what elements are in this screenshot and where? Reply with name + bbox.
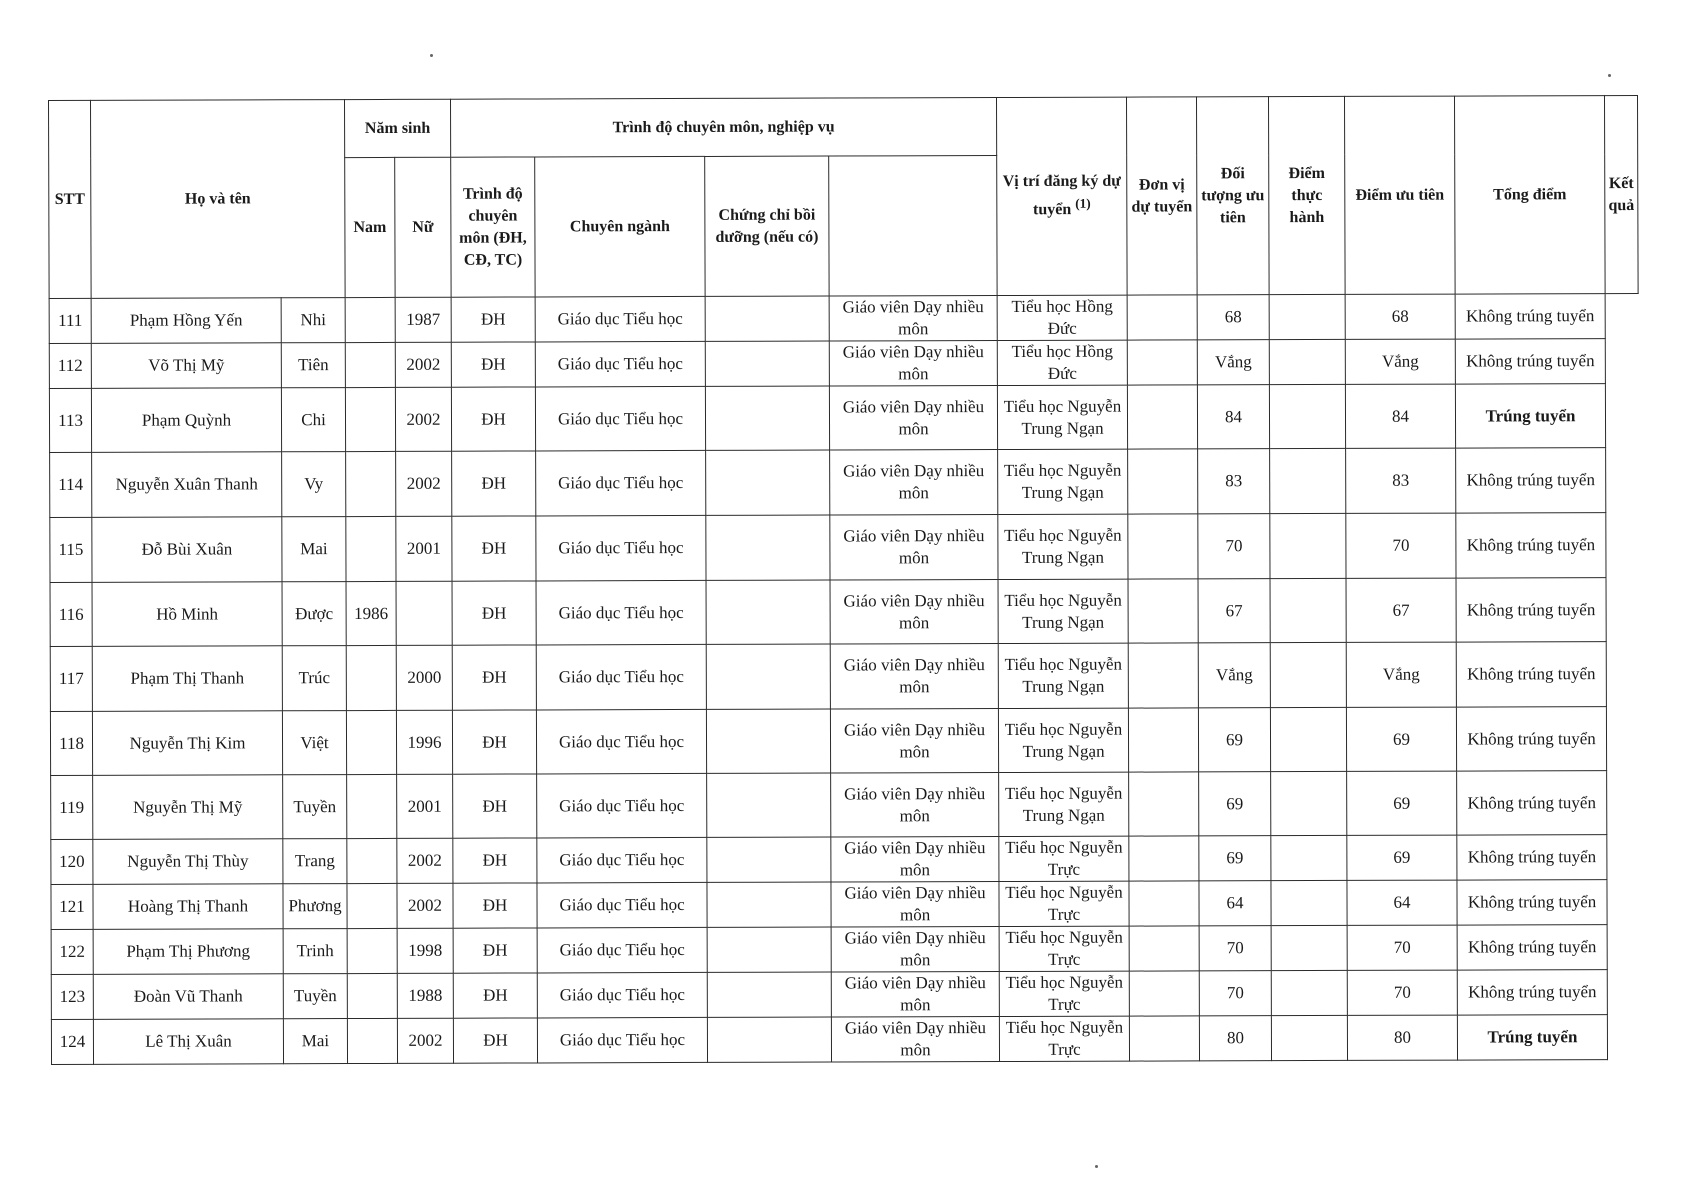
cell-result: Không trúng tuyển [1457, 970, 1607, 1015]
cell-birth-male: 1986 [346, 581, 396, 645]
header-major: Chuyên ngành [535, 156, 705, 297]
cell-first-name: Mai [282, 517, 346, 582]
cell-major: Giáo dục Tiểu học [536, 450, 706, 516]
cell-practice-score: 67 [1198, 579, 1270, 643]
cell-stt: 121 [51, 884, 93, 929]
cell-priority-score [1269, 294, 1345, 339]
header-total-score: Tổng điểm [1455, 96, 1606, 294]
cell-level: ĐH [452, 516, 536, 581]
header-priority-group: Đối tượng ưu tiên [1197, 97, 1270, 295]
cell-position: Giáo viên Dạy nhiều môn [829, 386, 997, 451]
cell-total-score: 67 [1346, 578, 1456, 642]
cell-birth-female: 2002 [397, 883, 453, 928]
cell-priority-group [1128, 643, 1198, 708]
header-unit: Đơn vị dự tuyển [1127, 97, 1198, 295]
cell-major: Giáo dục Tiểu học [535, 341, 705, 387]
cell-priority-group [1128, 449, 1198, 514]
cell-birth-female: 2000 [396, 645, 452, 710]
cell-major: Giáo dục Tiểu học [537, 773, 707, 838]
cell-birth-female: 1998 [397, 928, 453, 973]
cell-priority-score [1271, 880, 1347, 925]
cell-unit: Tiểu học Nguyễn Trực [999, 836, 1129, 881]
table-row [51, 970, 1640, 1020]
cell-birth-female: 2002 [395, 342, 451, 387]
cell-priority-score [1271, 1015, 1347, 1060]
header-position [997, 97, 1128, 295]
cell-unit: Tiểu học Hồng Đức [997, 340, 1127, 385]
cell-major: Giáo dục Tiểu học [537, 882, 707, 928]
cell-practice-score: 70 [1199, 926, 1271, 971]
cell-birth-female: 2001 [397, 774, 453, 838]
header-position-label: Vị trí đăng ký dự tuyển [1002, 172, 1121, 219]
cell-first-name: Việt [282, 711, 346, 775]
table-row [49, 339, 1638, 389]
cell-practice-score: Vắng [1197, 340, 1269, 385]
cell-first-name: Phương [283, 884, 347, 929]
cell-certificate [707, 773, 831, 837]
cell-result: Không trúng tuyển [1455, 294, 1605, 339]
cell-priority-score [1271, 771, 1347, 835]
cell-certificate [706, 580, 830, 644]
scan-speck [430, 54, 433, 57]
cell-birth-male [345, 342, 395, 387]
cell-stt: 123 [51, 974, 93, 1019]
cell-priority-group [1127, 340, 1197, 385]
cell-birth-male [347, 1018, 397, 1063]
cell-position: Giáo viên Dạy nhiều môn [830, 515, 998, 581]
table-row [51, 925, 1640, 975]
cell-level: ĐH [452, 451, 536, 516]
cell-last-name: Phạm Thị Phương [93, 929, 283, 975]
cell-last-name: Nguyễn Thị Mỹ [93, 775, 283, 840]
cell-result: Không trúng tuyển [1455, 339, 1605, 384]
cell-stt: 119 [51, 775, 93, 839]
cell-birth-male [346, 451, 396, 516]
table-row [50, 578, 1639, 647]
cell-practice-score: 83 [1198, 449, 1270, 514]
cell-major: Giáo dục Tiểu học [537, 972, 707, 1018]
cell-stt: 114 [50, 452, 92, 517]
cell-total-score: 69 [1347, 771, 1457, 835]
results-table [48, 95, 1641, 1065]
cell-certificate [705, 341, 829, 386]
header-stt: STT [49, 100, 92, 298]
cell-priority-group [1129, 926, 1199, 971]
cell-certificate [705, 296, 829, 341]
cell-position: Giáo viên Dạy nhiều môn [830, 644, 998, 710]
cell-last-name: Phạm Thị Thanh [92, 646, 282, 712]
cell-unit: Tiểu học Nguyễn Trung Ngạn [997, 385, 1127, 449]
cell-priority-group [1128, 708, 1198, 772]
cell-unit: Tiểu học Nguyễn Trung Ngạn [998, 708, 1128, 772]
cell-practice-score: 69 [1199, 836, 1271, 881]
cell-practice-score: 70 [1198, 514, 1270, 579]
cell-certificate [706, 515, 830, 580]
cell-birth-male [346, 516, 396, 581]
cell-first-name: Trúc [282, 646, 346, 711]
cell-priority-group [1129, 772, 1199, 836]
cell-first-name: Vy [282, 452, 346, 517]
cell-result: Không trúng tuyển [1456, 513, 1606, 578]
header-name: Họ và tên [91, 100, 346, 299]
cell-last-name: Đỗ Bùi Xuân [92, 517, 282, 583]
cell-last-name: Đoàn Vũ Thanh [93, 974, 283, 1020]
cell-birth-male [347, 774, 397, 838]
cell-certificate [706, 709, 830, 773]
cell-stt: 111 [49, 298, 91, 343]
cell-total-score: 70 [1346, 513, 1456, 578]
header-level: Trình độ chuyên môn (ĐH, CĐ, TC) [451, 157, 535, 297]
cell-certificate [705, 386, 829, 450]
cell-certificate [707, 927, 831, 972]
cell-first-name: Được [282, 582, 346, 646]
cell-level: ĐH [451, 342, 535, 387]
cell-practice-score: 80 [1199, 1016, 1271, 1061]
cell-last-name: Nguyễn Xuân Thanh [92, 452, 282, 518]
cell-stt: 124 [51, 1019, 93, 1064]
cell-total-score: 69 [1346, 707, 1456, 771]
cell-birth-male [347, 838, 397, 883]
cell-total-score: 84 [1345, 384, 1455, 448]
header-birth-year: Năm sinh [345, 99, 451, 157]
cell-priority-score [1270, 448, 1346, 513]
cell-practice-score: 84 [1197, 385, 1269, 449]
cell-level: ĐH [453, 883, 537, 928]
cell-total-score: 80 [1347, 1015, 1457, 1060]
cell-position: Giáo viên Dạy nhiều môn [829, 296, 997, 342]
cell-unit: Tiểu học Nguyễn Trung Ngạn [999, 772, 1129, 836]
table-row [50, 642, 1639, 712]
cell-level: ĐH [451, 297, 535, 342]
cell-first-name: Mai [283, 1019, 347, 1064]
cell-priority-group [1129, 971, 1199, 1016]
cell-major: Giáo dục Tiểu học [536, 515, 706, 581]
cell-level: ĐH [452, 645, 536, 710]
header-female: Nữ [395, 157, 451, 297]
cell-position: Giáo viên Dạy nhiều môn [831, 927, 999, 973]
cell-birth-female: 2002 [395, 387, 451, 451]
cell-practice-score: 69 [1198, 708, 1270, 772]
cell-last-name: Hoàng Thị Thanh [93, 884, 283, 930]
cell-total-score: 68 [1345, 294, 1455, 339]
cell-level: ĐH [452, 710, 536, 774]
cell-practice-score: Vắng [1198, 643, 1270, 708]
cell-position: Giáo viên Dạy nhiều môn [830, 450, 998, 516]
cell-total-score: 64 [1347, 880, 1457, 925]
scan-speck [1095, 1165, 1098, 1168]
cell-unit: Tiểu học Nguyễn Trực [999, 881, 1129, 926]
header-practice-score: Điểm thực hành [1269, 96, 1346, 294]
cell-priority-score [1270, 707, 1346, 771]
table-row [49, 384, 1638, 453]
cell-result: Không trúng tuyển [1456, 707, 1606, 771]
cell-total-score: 83 [1346, 448, 1456, 513]
cell-last-name: Võ Thị Mỹ [91, 343, 281, 389]
cell-stt: 117 [50, 646, 92, 711]
table-row [51, 835, 1640, 885]
cell-position: Giáo viên Dạy nhiều môn [831, 882, 999, 928]
cell-birth-female: 2002 [397, 1018, 453, 1063]
cell-birth-female [396, 581, 452, 645]
cell-level: ĐH [453, 774, 537, 838]
cell-level: ĐH [453, 1018, 537, 1063]
cell-birth-male [347, 973, 397, 1018]
cell-unit: Tiểu học Nguyễn Trung Ngạn [998, 579, 1128, 643]
cell-first-name: Trang [283, 839, 347, 884]
cell-major: Giáo dục Tiểu học [535, 296, 705, 342]
cell-priority-score [1271, 925, 1347, 970]
table-row [51, 771, 1640, 840]
cell-first-name: Nhi [281, 298, 345, 343]
cell-certificate [706, 450, 830, 515]
cell-priority-score [1271, 970, 1347, 1015]
table-row [49, 294, 1638, 344]
cell-priority-score [1270, 642, 1346, 707]
cell-position: Giáo viên Dạy nhiều môn [831, 972, 999, 1018]
cell-major: Giáo dục Tiểu học [536, 580, 706, 645]
cell-birth-male [345, 297, 395, 342]
table-row [51, 880, 1640, 930]
cell-result: Trúng tuyển [1457, 1015, 1607, 1060]
cell-first-name: Chi [281, 388, 345, 452]
cell-major: Giáo dục Tiểu học [537, 1017, 707, 1063]
cell-stt: 120 [51, 839, 93, 884]
cell-priority-group [1129, 1016, 1199, 1061]
cell-birth-female: 1988 [397, 973, 453, 1018]
cell-birth-male [346, 710, 396, 774]
table-body [49, 294, 1640, 1065]
cell-practice-score: 70 [1199, 971, 1271, 1016]
cell-birth-male [347, 883, 397, 928]
cell-practice-score: 68 [1197, 295, 1269, 340]
cell-major: Giáo dục Tiểu học [537, 837, 707, 883]
cell-stt: 116 [50, 582, 92, 646]
cell-practice-score: 69 [1199, 772, 1271, 836]
cell-priority-group [1127, 295, 1197, 340]
cell-position: Giáo viên Dạy nhiều môn [831, 1017, 999, 1063]
cell-priority-group [1129, 836, 1199, 881]
cell-position: Giáo viên Dạy nhiều môn [831, 773, 999, 838]
cell-first-name: Tuyền [283, 974, 347, 1019]
cell-unit: Tiểu học Nguyễn Trực [999, 971, 1129, 1016]
cell-unit: Tiểu học Nguyễn Trung Ngạn [998, 643, 1128, 708]
cell-level: ĐH [453, 928, 537, 973]
cell-priority-score [1271, 835, 1347, 880]
cell-level: ĐH [452, 581, 536, 645]
cell-total-score: Vắng [1345, 339, 1455, 384]
cell-unit: Tiểu học Nguyễn Trực [999, 926, 1129, 971]
cell-total-score: 69 [1347, 835, 1457, 880]
scan-speck [1608, 74, 1611, 77]
cell-birth-male [346, 645, 396, 710]
cell-major: Giáo dục Tiểu học [537, 927, 707, 973]
cell-stt: 112 [49, 343, 91, 388]
table-row [50, 448, 1639, 518]
cell-result: Trúng tuyển [1455, 384, 1605, 448]
cell-result: Không trúng tuyển [1456, 642, 1606, 707]
cell-stt: 115 [50, 517, 92, 582]
cell-stt: 118 [50, 711, 92, 775]
cell-first-name: Trinh [283, 929, 347, 974]
cell-unit: Tiểu học Nguyễn Trực [999, 1016, 1129, 1061]
cell-position: Giáo viên Dạy nhiều môn [830, 580, 998, 645]
cell-result: Không trúng tuyển [1457, 771, 1607, 835]
cell-first-name: Tuyền [283, 775, 347, 839]
cell-last-name: Lê Thị Xuân [93, 1019, 283, 1065]
cell-last-name: Hồ Minh [92, 582, 282, 647]
cell-stt: 122 [51, 929, 93, 974]
cell-unit: Tiểu học Hồng Đức [997, 295, 1127, 340]
cell-birth-female: 1996 [396, 710, 452, 774]
cell-major: Giáo dục Tiểu học [536, 709, 706, 774]
cell-practice-score: 64 [1199, 881, 1271, 926]
cell-certificate [707, 882, 831, 927]
cell-last-name: Phạm Hồng Yến [91, 298, 281, 344]
cell-birth-male [345, 387, 395, 451]
cell-result: Không trúng tuyển [1457, 835, 1607, 880]
cell-priority-score [1270, 578, 1346, 642]
cell-major: Giáo dục Tiểu học [535, 386, 705, 451]
cell-first-name: Tiên [281, 343, 345, 388]
cell-result: Không trúng tuyển [1457, 880, 1607, 925]
cell-birth-female: 2001 [396, 516, 452, 581]
cell-last-name: Phạm Quỳnh [91, 388, 281, 453]
header-position-note: (1) [1075, 196, 1091, 212]
cell-certificate [707, 1017, 831, 1062]
cell-result: Không trúng tuyển [1456, 578, 1606, 642]
header-qualification-group: Trình độ chuyên môn, nghiệp vụ [451, 98, 997, 158]
cell-level: ĐH [453, 838, 537, 883]
cell-position: Giáo viên Dạy nhiều môn [830, 709, 998, 774]
cell-level: ĐH [453, 973, 537, 1018]
cell-total-score: Vắng [1346, 642, 1456, 707]
cell-priority-score [1270, 513, 1346, 578]
cell-certificate [707, 837, 831, 882]
cell-priority-group [1128, 514, 1198, 579]
cell-stt: 113 [49, 388, 91, 452]
header-result: Kết quả [1605, 96, 1639, 294]
cell-last-name: Nguyễn Thị Kim [92, 711, 282, 776]
cell-level: ĐH [451, 387, 535, 451]
header-row-1 [49, 96, 1638, 159]
cell-priority-score [1269, 339, 1345, 384]
cell-result: Không trúng tuyển [1457, 925, 1607, 970]
cell-unit: Tiểu học Nguyễn Trung Ngạn [998, 514, 1128, 579]
cell-result: Không trúng tuyển [1456, 448, 1606, 513]
cell-position: Giáo viên Dạy nhiều môn [831, 837, 999, 883]
cell-unit: Tiểu học Nguyễn Trung Ngạn [998, 449, 1128, 514]
cell-priority-group [1128, 579, 1198, 643]
cell-total-score: 70 [1347, 925, 1457, 970]
cell-birth-male [347, 928, 397, 973]
cell-total-score: 70 [1347, 970, 1457, 1015]
table-row [50, 707, 1639, 776]
cell-birth-female: 1987 [395, 297, 451, 342]
header-male: Nam [345, 157, 395, 297]
cell-position: Giáo viên Dạy nhiều môn [829, 341, 997, 387]
table-row [50, 513, 1639, 583]
cell-birth-female: 2002 [397, 838, 453, 883]
header-priority-score: Điểm ưu tiên [1345, 96, 1456, 294]
header-certificate: Chứng chỉ bồi dưỡng (nếu có) [705, 156, 829, 296]
cell-birth-female: 2002 [396, 451, 452, 516]
table-row [51, 1015, 1640, 1065]
cell-priority-score [1269, 384, 1345, 448]
cell-priority-group [1127, 385, 1197, 449]
cell-certificate [706, 644, 830, 709]
cell-last-name: Nguyễn Thị Thùy [93, 839, 283, 885]
cell-priority-group [1129, 881, 1199, 926]
cell-major: Giáo dục Tiểu học [536, 644, 706, 710]
cell-certificate [707, 972, 831, 1017]
